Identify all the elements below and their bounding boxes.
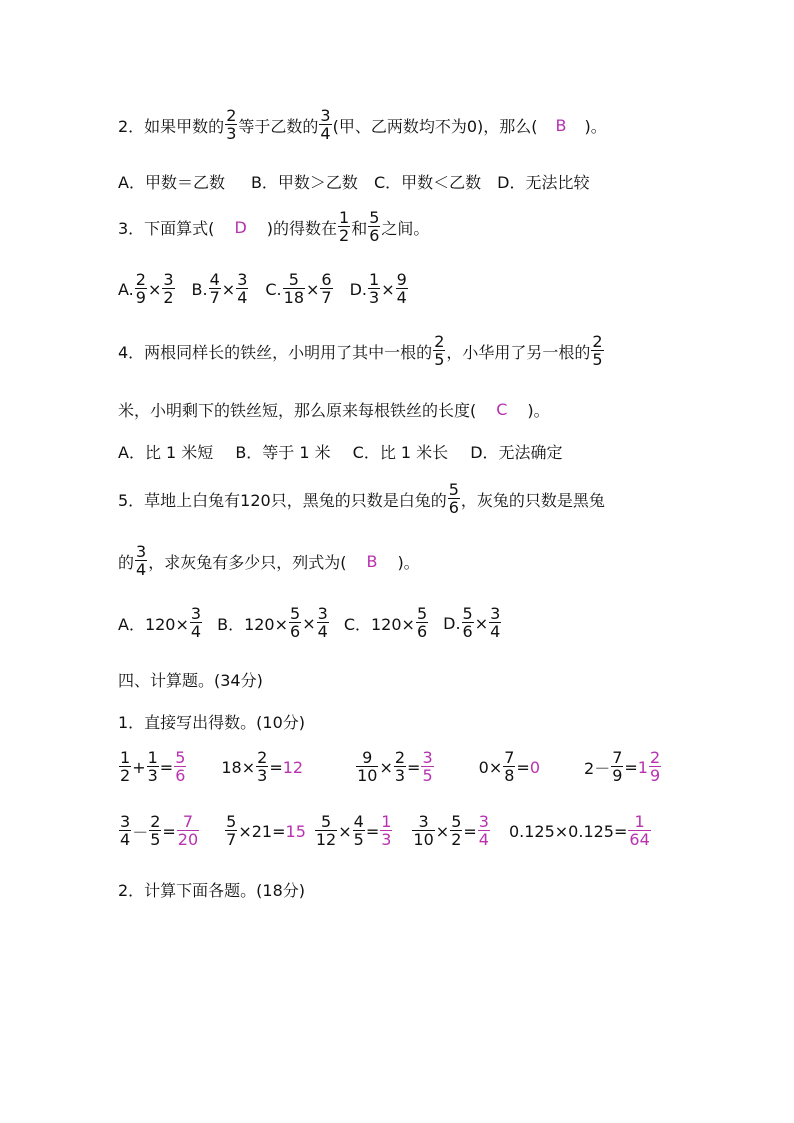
times-sign: × (221, 279, 236, 299)
q3-fraction-1 (338, 210, 350, 244)
den: 4 (317, 622, 328, 641)
q5-opt-b-frac1 (289, 606, 301, 640)
op: × (379, 757, 393, 777)
num: 9 (396, 270, 407, 289)
num: 1 (147, 748, 158, 767)
q5-opt-a: A．120× (118, 614, 189, 634)
num: 9 (362, 748, 373, 767)
frac (394, 750, 406, 784)
q3-opt-b-label: B. (191, 279, 208, 299)
den: 9 (135, 288, 146, 307)
times-sign: × (302, 613, 316, 633)
q2-option-d: D．无法比较 (497, 173, 590, 192)
den: 7 (209, 288, 220, 307)
num: 1 (369, 270, 380, 289)
den: 6 (290, 622, 301, 641)
calc-row-2 (118, 814, 652, 848)
pre: 0.125×0.125= (508, 821, 628, 841)
answer-frac (628, 814, 650, 848)
den: 4 (237, 288, 248, 307)
q5-opt-d-frac2 (489, 606, 501, 640)
den: 10 (413, 830, 434, 849)
den: 6 (448, 498, 459, 517)
q5-text-2: ，灰兔的只数是黑兔 (460, 490, 605, 510)
answer-frac (380, 814, 392, 848)
q4-line-2 (118, 398, 550, 421)
q5-options (118, 606, 502, 640)
q4-option-d: D．无法确定 (470, 443, 563, 462)
q4-option-a: A．比 1 米短 (118, 443, 214, 462)
q3-opt-c-frac2 (320, 272, 332, 306)
section-4-title: 四、计算题。(34分) (118, 671, 263, 690)
den: 2 (451, 830, 462, 849)
den: 4 (136, 560, 147, 579)
pre: 18× (221, 757, 256, 777)
q2-fraction-1 (225, 108, 237, 142)
num: 7 (182, 812, 194, 831)
den: 9 (612, 766, 623, 785)
num: 5 (288, 270, 299, 289)
eq: = (159, 757, 174, 777)
q3-f1-num: 1 (339, 208, 350, 227)
num: 2 (649, 748, 661, 767)
q5-fraction-1 (448, 482, 460, 516)
den: 4 (490, 622, 501, 641)
q4-text-4: )。 (527, 401, 550, 420)
q2-line (118, 108, 607, 142)
den: 6 (416, 622, 428, 641)
q5-line-2 (118, 544, 420, 578)
q2-f1-den: 3 (226, 124, 237, 143)
frac (119, 750, 131, 784)
q5-opt-c: C．120× (343, 614, 415, 634)
q3-fraction-2 (368, 210, 380, 244)
q2-option-b: B．甲数＞乙数 (250, 173, 358, 192)
frac (225, 814, 237, 848)
q5-opt-a-frac (190, 606, 202, 640)
num: 5 (451, 812, 462, 831)
q4-options (118, 440, 563, 463)
q2-text-4: )。 (584, 116, 607, 136)
den: 5 (150, 830, 161, 849)
frac (503, 750, 515, 784)
eq: = (463, 821, 477, 841)
den: 12 (315, 830, 337, 849)
times-sign: × (306, 279, 320, 299)
q5-opt-d-frac1 (462, 606, 474, 640)
eq: = (365, 821, 380, 841)
q3-text-1: 3．下面算式( (118, 218, 215, 238)
q4-text-3: 米，小明剩下的铁丝短，那么原来每根铁丝的长度( (118, 401, 477, 420)
frac (356, 750, 378, 784)
num: 2 (394, 748, 406, 767)
q3-text-4: 之间。 (381, 218, 430, 238)
num: 6 (321, 270, 332, 289)
answer: 15 (285, 821, 306, 841)
num: 5 (290, 604, 301, 623)
den: 7 (226, 830, 237, 849)
num: 2 (135, 270, 146, 289)
den: 7 (321, 288, 332, 307)
times-sign: × (147, 279, 162, 299)
pre: 2－ (584, 758, 611, 778)
frac (315, 814, 337, 848)
q3-opt-c-label: C. (265, 279, 282, 299)
q2-fraction-2 (319, 108, 331, 142)
num: 4 (209, 270, 220, 289)
num: 3 (422, 748, 433, 767)
den: 5 (353, 830, 364, 849)
q2-f2-den: 4 (320, 124, 331, 143)
num: 2 (257, 748, 268, 767)
den: 4 (190, 622, 202, 641)
answer: 12 (282, 757, 304, 777)
op: × (435, 821, 450, 841)
q3-opt-b-frac2 (236, 272, 248, 306)
num: 2 (150, 812, 161, 831)
q3-f1-den: 2 (339, 226, 350, 245)
den: 3 (257, 766, 268, 785)
frac (412, 814, 434, 848)
q5-opt-d: D. (443, 613, 461, 633)
den: 6 (175, 766, 186, 785)
q5-fraction-2 (135, 544, 147, 578)
op: × (338, 821, 352, 841)
eq: = (516, 757, 530, 777)
q5-opt-c-frac (416, 606, 428, 640)
q3-opt-b-frac1 (209, 272, 221, 306)
times-sign: × (381, 279, 395, 299)
q4-option-b: B．等于 1 米 (235, 443, 331, 462)
post: ×21= (238, 821, 286, 841)
den: 5 (422, 766, 433, 785)
op: + (132, 757, 146, 777)
q4-answer: C (496, 400, 508, 419)
den: 8 (504, 766, 515, 785)
q5-answer: B (366, 551, 378, 571)
q3-opt-d-frac1 (368, 272, 380, 306)
den: 20 (177, 830, 199, 849)
q2-f1-num: 2 (226, 106, 237, 125)
q3-opt-d-label: D. (349, 279, 367, 299)
q4-fraction-1 (433, 334, 445, 368)
answer-whole: 1 (637, 757, 648, 777)
num: 1 (381, 812, 392, 831)
den: 3 (369, 288, 380, 307)
q4-text-2: ，小华用了另一根的 (446, 342, 591, 362)
q2-text-1: 2．如果甲数的 (118, 116, 225, 136)
answer-frac (649, 750, 661, 784)
num: 5 (462, 604, 473, 623)
q3-f2-den: 6 (369, 226, 380, 245)
den: 4 (396, 288, 407, 307)
num: 3 (478, 812, 489, 831)
eq: = (162, 821, 176, 841)
q4-fraction-2 (591, 334, 603, 368)
num: 1 (634, 812, 645, 831)
q2-text-3: (甲、乙两数均不为0)，那么( (332, 116, 538, 136)
den: 2 (163, 288, 174, 307)
q3-f2-num: 5 (369, 208, 380, 227)
q4-option-c: C．比 1 米长 (352, 443, 449, 462)
num: 1 (120, 748, 131, 767)
times-sign: × (474, 613, 489, 633)
num: 2 (592, 332, 603, 351)
q4-line-1 (118, 334, 605, 368)
answer-frac (478, 814, 490, 848)
den: 18 (283, 288, 304, 307)
q5-opt-b: B．120× (217, 614, 289, 634)
num: 7 (612, 748, 623, 767)
q3-opt-d-frac2 (396, 272, 408, 306)
frac (611, 750, 623, 784)
den: 9 (649, 766, 661, 785)
q5-text-3: 的 (118, 552, 135, 572)
answer-frac (177, 814, 199, 848)
num: 3 (136, 542, 147, 561)
q5-text-5: )。 (397, 552, 420, 572)
frac (147, 750, 159, 784)
section-4-sub-1: 1．直接写出得数。(10分) (118, 713, 306, 732)
q2-options (118, 170, 589, 193)
q3-opt-a-frac2 (162, 272, 174, 306)
calc-row-1 (118, 750, 662, 784)
frac (256, 750, 268, 784)
den: 5 (592, 350, 603, 369)
den: 5 (434, 350, 445, 369)
q3-options (118, 272, 409, 306)
num: 3 (190, 604, 202, 623)
num: 3 (237, 270, 248, 289)
eq: = (624, 757, 638, 777)
den: 3 (394, 766, 406, 785)
q3-text-3: 和 (351, 218, 368, 238)
num: 5 (320, 812, 332, 831)
num: 5 (175, 748, 186, 767)
frac (119, 814, 131, 848)
den: 6 (462, 622, 473, 641)
eq: = (407, 757, 421, 777)
num: 3 (120, 812, 131, 831)
frac (149, 814, 161, 848)
q3-opt-a-label: A. (118, 279, 134, 299)
num: 5 (448, 480, 459, 499)
num: 3 (490, 604, 501, 623)
num: 3 (163, 270, 174, 289)
den: 4 (120, 830, 131, 849)
q2-option-c: C．甲数＜乙数 (373, 173, 482, 192)
num: 2 (434, 332, 445, 351)
q3-opt-a-frac1 (135, 272, 147, 306)
num: 4 (353, 812, 364, 831)
answer: 0 (529, 757, 541, 777)
num: 5 (416, 604, 428, 623)
den: 3 (381, 830, 392, 849)
section-4-sub-2: 2．计算下面各题。(18分) (118, 881, 306, 900)
answer-frac (174, 750, 186, 784)
q5-opt-b-frac2 (317, 606, 329, 640)
q3-line (118, 210, 429, 244)
eq: = (269, 757, 283, 777)
q5-text-4: ，求灰兔有多少只，列式为( (148, 552, 347, 572)
den: 2 (120, 766, 131, 785)
num: 3 (418, 812, 429, 831)
q3-opt-c-frac1 (283, 272, 305, 306)
den: 64 (629, 830, 650, 849)
q4-text-1: 4．两根同样长的铁丝，小明用了其中一根的 (118, 342, 433, 362)
q2-text-2: 等于乙数的 (238, 116, 319, 136)
num: 3 (317, 604, 328, 623)
den: 3 (147, 766, 158, 785)
num: 7 (504, 748, 515, 767)
q3-answer: D (234, 217, 247, 237)
q2-f2-num: 3 (320, 106, 331, 125)
answer-frac (421, 750, 433, 784)
pre: 0× (478, 757, 503, 777)
q3-text-2: )的得数在 (266, 218, 338, 238)
frac (353, 814, 365, 848)
frac (450, 814, 462, 848)
num: 5 (226, 812, 237, 831)
den: 4 (478, 830, 489, 849)
den: 10 (357, 766, 378, 785)
q2-option-a: A．甲数＝乙数 (118, 173, 225, 192)
q2-answer: B (555, 115, 567, 135)
q5-line-1 (118, 482, 605, 516)
op: － (132, 822, 149, 842)
q5-text-1: 5．草地上白兔有120只，黑兔的只数是白兔的 (118, 490, 447, 510)
